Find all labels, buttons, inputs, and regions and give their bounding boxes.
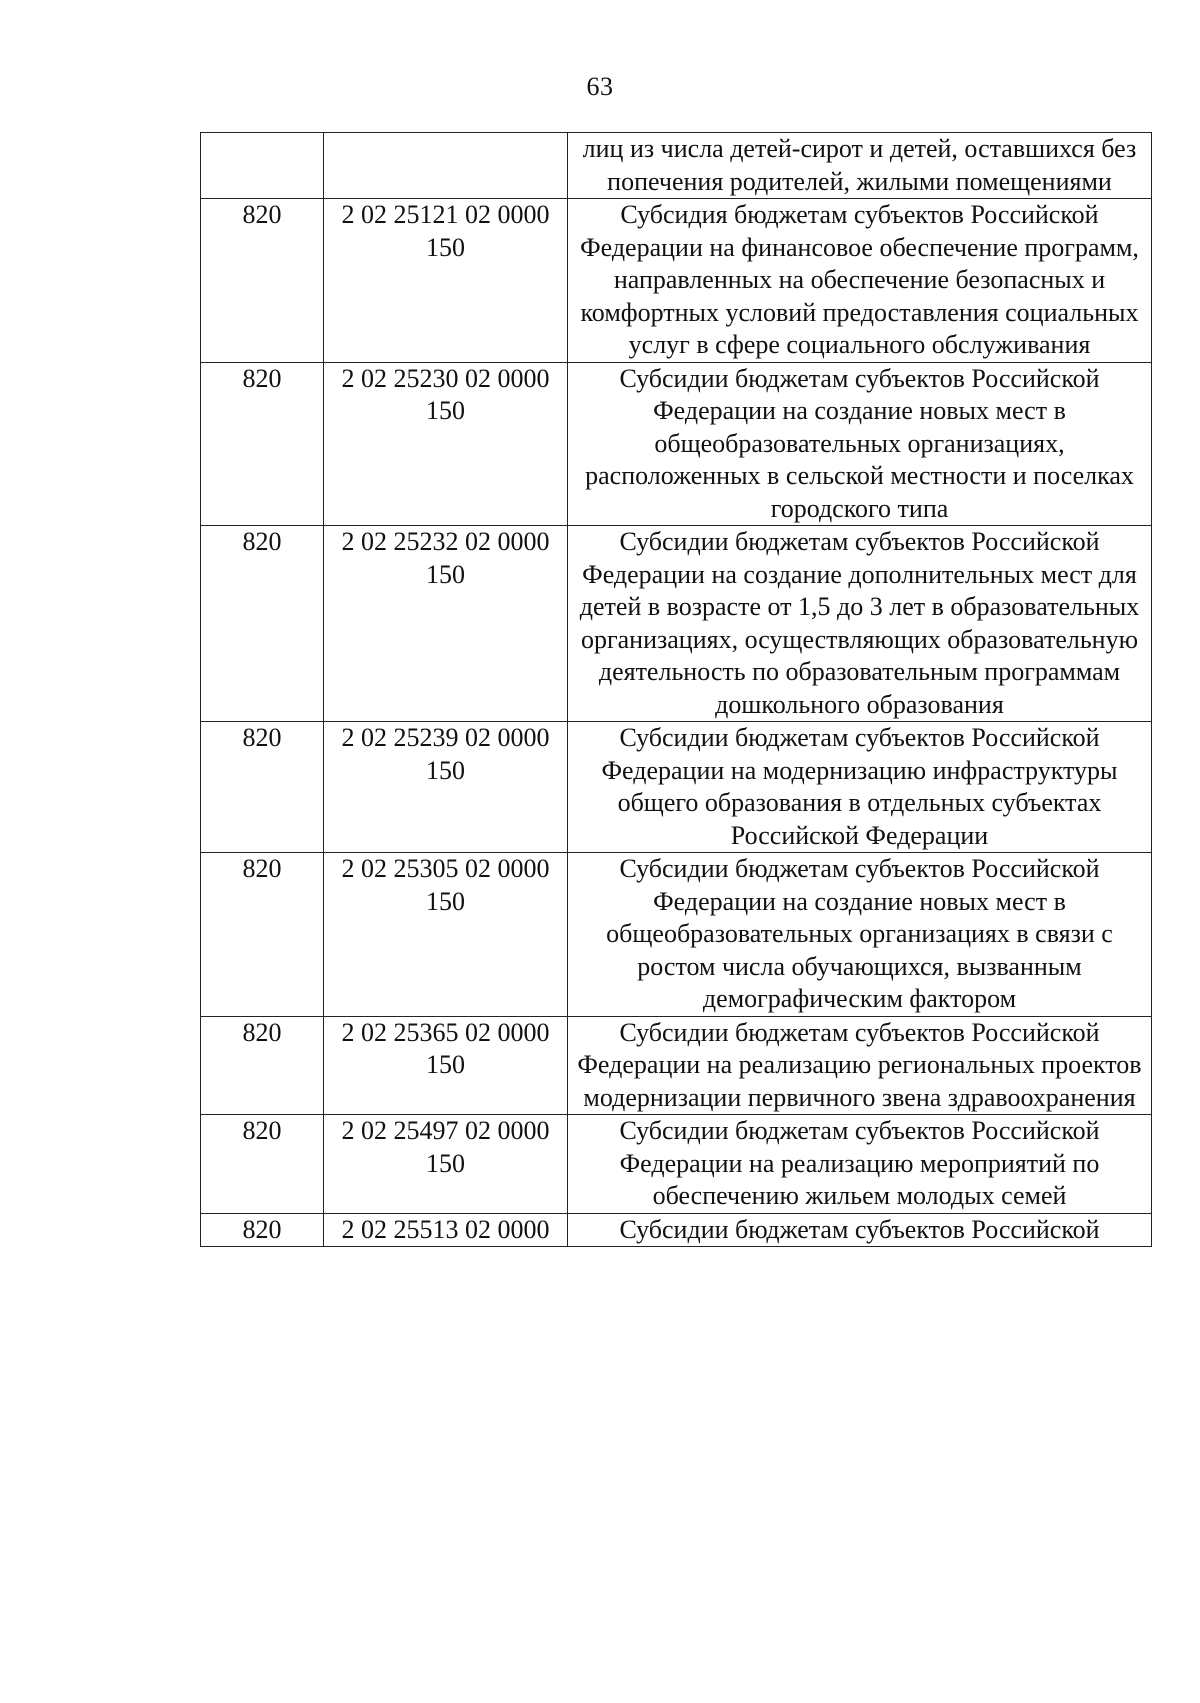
table-row [201, 133, 1152, 199]
description-cell: Субсидии бюджетам субъектов Российской Федерации на реализацию мероприятий по обеспечению жильем молодых семей [568, 1115, 1152, 1214]
description-cell: Субсидии бюджетам субъектов Российской Федерации на создание новых мест в общеобразовательных организациях в связи с ростом числа обучающихся, вызванным демографическим фактором [568, 853, 1152, 1017]
budget-code-cell [324, 853, 568, 1017]
budget-code-line1: 2 02 25365 02 0000 [341, 1017, 550, 1047]
budget-code-line2: 150 [426, 1148, 465, 1178]
description-cell: Субсидии бюджетам субъектов Российской [568, 1213, 1152, 1247]
admin-code-cell: 820 [201, 526, 324, 722]
table-row [201, 526, 1152, 722]
admin-code-cell [201, 133, 324, 199]
budget-code-line2: 150 [426, 396, 465, 425]
budget-code-cell [324, 199, 568, 363]
page-number: 63 [586, 72, 614, 101]
budget-code-line1: 2 02 25121 02 0000 [341, 200, 550, 229]
admin-code-cell: 820 [201, 1115, 324, 1214]
table-row [201, 1016, 1152, 1115]
description-cell: Субсидии бюджетам субъектов Российской Федерации на реализацию региональных проектов модернизации первичного звена здравоохранения [568, 1016, 1152, 1115]
description-cell: Субсидии бюджетам субъектов Российской Федерации на создание новых мест в общеобразовательных организациях, расположенных в сельской местности и поселках городского типа [568, 362, 1152, 526]
budget-code-line2: 150 [426, 755, 465, 785]
budget-code-line1: 2 02 25305 02 0000 [341, 854, 550, 883]
budget-code-cell [324, 722, 568, 853]
budget-code-cell [324, 133, 568, 199]
budget-code-cell [324, 1213, 568, 1247]
admin-code-cell: 820 [201, 1213, 324, 1247]
table-row [201, 722, 1152, 853]
budget-code-cell [324, 1016, 568, 1115]
description-cell: Субсидии бюджетам субъектов Российской Федерации на создание дополнительных мест для детей в возрасте от 1,5 до 3 лет в образовательных организациях, осуществляющих образовательную деятельность по образовательным программам дошкольного образования [568, 526, 1152, 722]
budget-classification-table [200, 132, 1152, 1247]
table-row [201, 853, 1152, 1017]
budget-code-line1: 2 02 25230 02 0000 [341, 363, 550, 393]
description-cell: Субсидия бюджетам субъектов Российской Федерации на финансовое обеспечение программ, направленных на обеспечение безопасных и комфортных условий предоставления социальных услуг в сфере социального обслуживания [568, 199, 1152, 363]
budget-code-line1: 2 02 25232 02 0000 [341, 527, 550, 556]
admin-code-cell: 820 [201, 362, 324, 526]
budget-code-line1: 2 02 25497 02 0000 [341, 1116, 550, 1145]
table-row [201, 1213, 1152, 1247]
table-row [201, 1115, 1152, 1214]
admin-code-cell: 820 [201, 853, 324, 1017]
budget-code-cell [324, 1115, 568, 1214]
budget-code-line2: 150 [426, 886, 465, 916]
description-cell: Субсидии бюджетам субъектов Российской Федерации на модернизацию инфраструктуры общего образования в отдельных субъектах Российской Федерации [568, 722, 1152, 853]
admin-code-cell: 820 [201, 722, 324, 853]
admin-code-cell: 820 [201, 199, 324, 363]
budget-code-line1: 2 02 25239 02 0000 [341, 723, 550, 752]
description-cell: лиц из числа детей-сирот и детей, оставшихся без попечения родителей, жилыми помещениями [568, 133, 1152, 199]
admin-code-cell: 820 [201, 1016, 324, 1115]
budget-code-line2: 150 [426, 232, 465, 262]
table-row [201, 199, 1152, 363]
budget-code-cell [324, 526, 568, 722]
budget-code-cell [324, 362, 568, 526]
budget-code-line2: 150 [426, 1050, 465, 1079]
budget-code-line2: 150 [426, 559, 465, 589]
table-row [201, 362, 1152, 526]
budget-code-line1: 2 02 25513 02 0000 [341, 1214, 550, 1244]
